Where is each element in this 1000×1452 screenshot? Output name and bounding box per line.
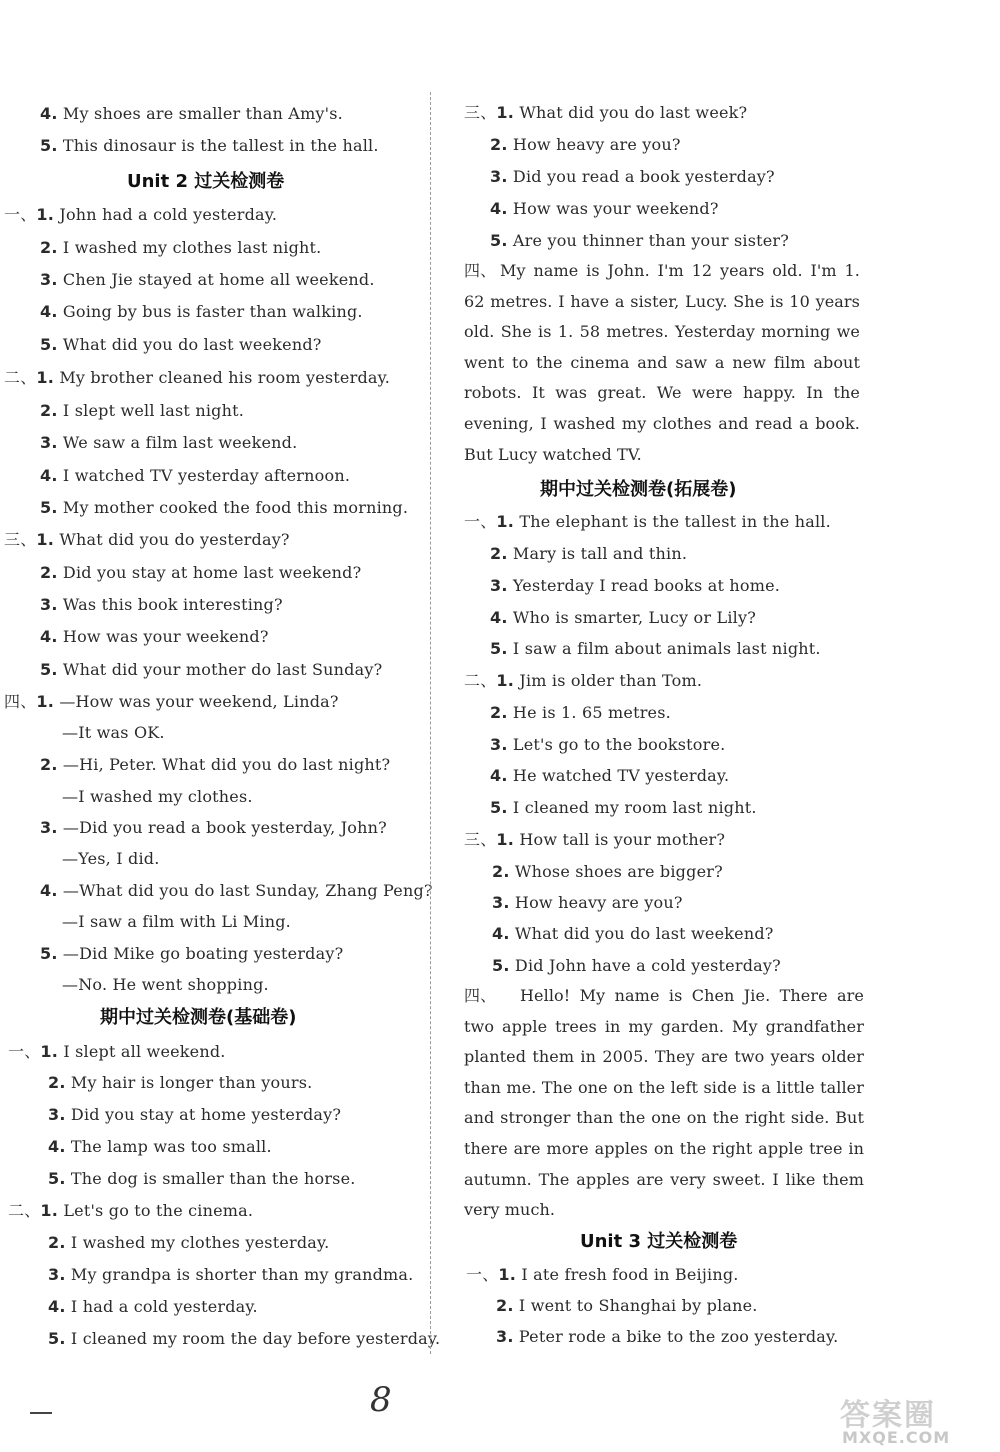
list-item: 5. I saw a film about animals last night. (490, 639, 821, 658)
list-item: 2. My hair is longer than yours. (48, 1073, 313, 1092)
list-item: 4. I watched TV yesterday afternoon. (40, 466, 351, 485)
list-item: 3. We saw a film last weekend. (40, 433, 298, 452)
list-item: 3. How heavy are you? (492, 893, 683, 912)
list-item: 2. I slept well last night. (40, 401, 245, 420)
list-item: 二、1. My brother cleaned his room yesterday. (4, 368, 391, 387)
list-item: 一、1. I slept all weekend. (8, 1042, 226, 1061)
dialogue-answer: —I washed my clothes. (62, 787, 253, 806)
list-item: 三、1. How tall is your mother? (464, 830, 726, 849)
dialogue-question: 5. —Did Mike go boating yesterday? (40, 944, 344, 963)
list-item: 一、1. The elephant is the tallest in the hall. (464, 512, 831, 531)
section-mark: 四、 (464, 261, 497, 280)
list-item: 二、1. Jim is older than Tom. (464, 671, 703, 690)
watermark-logo (838, 1390, 996, 1450)
passage-paragraph: 四、 Hello! My name is Chen Jie. There are two apple trees in my garden. My grandfather planted them in 2005. They are two years older than me. The one on the left side is a little taller and stronger than the one on the right side. But there are more apples on the right apple tree in autumn. The apples are very sweet. I like them very much. (464, 981, 864, 1226)
list-item: 5. My mother cooked the food this morning. (40, 498, 409, 517)
list-item: 3. Did you read a book yesterday? (490, 167, 775, 186)
page-number: 8 (370, 1380, 392, 1420)
dialogue-answer: —It was OK. (62, 723, 165, 742)
list-item: 5. What did you do last weekend? (40, 335, 322, 354)
list-item: 3. Did you stay at home yesterday? (48, 1105, 342, 1124)
list-item: 3. Let's go to the bookstore. (490, 735, 726, 754)
dialogue-question: 3. —Did you read a book yesterday, John? (40, 818, 387, 837)
list-item: 5. I cleaned my room the day before yesterday. (48, 1329, 441, 1348)
watermark-en-text: MXQE.COM (842, 1428, 951, 1447)
dialogue-question: 4. —What did you do last Sunday, Zhang Peng? (40, 881, 433, 900)
list-item: 2. Whose shoes are bigger? (492, 862, 723, 881)
list-item: 4. How was your weekend? (40, 627, 269, 646)
list-item: 3. Was this book interesting? (40, 595, 283, 614)
list-item: 三、1. What did you do yesterday? (4, 530, 290, 549)
list-item: 4. I had a cold yesterday. (48, 1297, 258, 1316)
list-item: 5. Are you thinner than your sister? (490, 231, 790, 250)
list-item: 4. What did you do last weekend? (492, 924, 774, 943)
list-item: 5. What did your mother do last Sunday? (40, 660, 383, 679)
list-item: 5. The dog is smaller than the horse. (48, 1169, 356, 1188)
dialogue-answer: —I saw a film with Li Ming. (62, 912, 291, 931)
footer-dash (30, 1412, 52, 1414)
dialogue-answer: —Yes, I did. (62, 849, 160, 868)
list-item: 3. Chen Jie stayed at home all weekend. (40, 270, 375, 289)
watermark-cn-text: 答案圈 (840, 1398, 936, 1433)
list-item: 2. I washed my clothes yesterday. (48, 1233, 330, 1252)
list-item: 4. The lamp was too small. (48, 1137, 272, 1156)
list-item: 5. Did John have a cold yesterday? (492, 956, 781, 975)
column-divider (430, 92, 431, 1354)
list-item: 三、1. What did you do last week? (464, 103, 748, 122)
list-item: 2. He is 1. 65 metres. (490, 703, 671, 722)
passage-paragraph: 四、 My name is John. I'm 12 years old. I'm 1. 62 metres. I have a sister, Lucy. She is 10 years old. She is 1. 58 metres. Yesterday morning we went to the cinema and saw a new film about robots. It was great. We were happy. In the evening, I washed my clothes and read a book. But Lucy watched TV. (464, 256, 860, 470)
list-item: 3. Yesterday I read books at home. (490, 576, 781, 595)
list-item: 4. Going by bus is faster than walking. (40, 302, 363, 321)
dialogue-answer: —No. He went shopping. (62, 975, 269, 994)
list-item: 2. Mary is tall and thin. (490, 544, 688, 563)
list-item: 3. Peter rode a bike to the zoo yesterday. (496, 1327, 839, 1346)
dialogue-question: 2. —Hi, Peter. What did you do last night? (40, 755, 391, 774)
section-heading-midterm-extended: 期中过关检测卷(拓展卷) (540, 479, 737, 500)
list-item: 4. How was your weekend? (490, 199, 719, 218)
list-item: 4. My shoes are smaller than Amy's. (40, 104, 343, 123)
section-heading-midterm-basic: 期中过关检测卷(基础卷) (100, 1007, 297, 1028)
section-heading-unit2: Unit 2 过关检测卷 (127, 171, 285, 192)
list-item: 3. My grandpa is shorter than my grandma. (48, 1265, 414, 1284)
section-heading-unit3: Unit 3 过关检测卷 (580, 1231, 738, 1252)
list-item: 4. He watched TV yesterday. (490, 766, 730, 785)
list-item: 2. How heavy are you? (490, 135, 681, 154)
list-item: 二、1. Let's go to the cinema. (8, 1201, 254, 1220)
list-item: 2. I went to Shanghai by plane. (496, 1296, 758, 1315)
list-item: 2. I washed my clothes last night. (40, 238, 322, 257)
list-item: 5. This dinosaur is the tallest in the hall. (40, 136, 379, 155)
list-item: 一、1. John had a cold yesterday. (4, 205, 278, 224)
section-mark: 四、 (464, 986, 497, 1005)
dialogue-question: 四、1. —How was your weekend, Linda? (4, 692, 339, 711)
list-item: 2. Did you stay at home last weekend? (40, 563, 362, 582)
list-item: 一、1. I ate fresh food in Beijing. (466, 1265, 739, 1284)
list-item: 5. I cleaned my room last night. (490, 798, 757, 817)
list-item: 4. Who is smarter, Lucy or Lily? (490, 608, 756, 627)
